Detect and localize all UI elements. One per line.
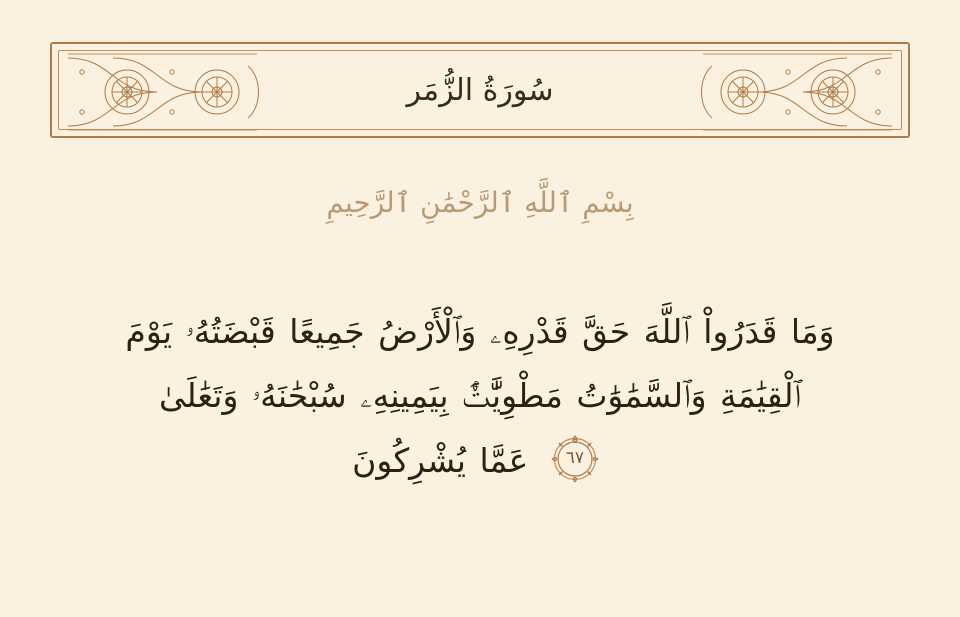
basmala-text: بِسْمِ ٱللَّهِ ٱلرَّحْمَٰنِ ٱلرَّحِيمِ bbox=[326, 186, 634, 219]
ayah-line-3: عَمَّا يُشْرِكُونَ bbox=[352, 440, 529, 480]
ayah-end-rosette-icon bbox=[548, 432, 602, 486]
surah-title: سُورَةُ الزُّمَر bbox=[406, 72, 554, 108]
ayah-line-2: ٱلْقِيَٰمَةِ وَٱلسَّمَٰوَٰتُ مَطْوِيَّٰتٌۢ بِيَمِينِهِۦ سُبْحَٰنَهُۥ وَتَعَٰلَىٰ bbox=[158, 376, 802, 416]
ayah-line-3-row bbox=[60, 429, 900, 493]
ayah-line-1: وَمَا قَدَرُواْ ٱللَّهَ حَقَّ قَدْرِهِۦ وَٱلْأَرْضُ جَمِيعًا قَبْضَتُهُۥ يَوْمَ bbox=[125, 312, 835, 351]
ayah-number: ٦٧ bbox=[565, 448, 584, 469]
surah-header-frame bbox=[50, 42, 910, 138]
ayah-text-block bbox=[60, 300, 900, 493]
